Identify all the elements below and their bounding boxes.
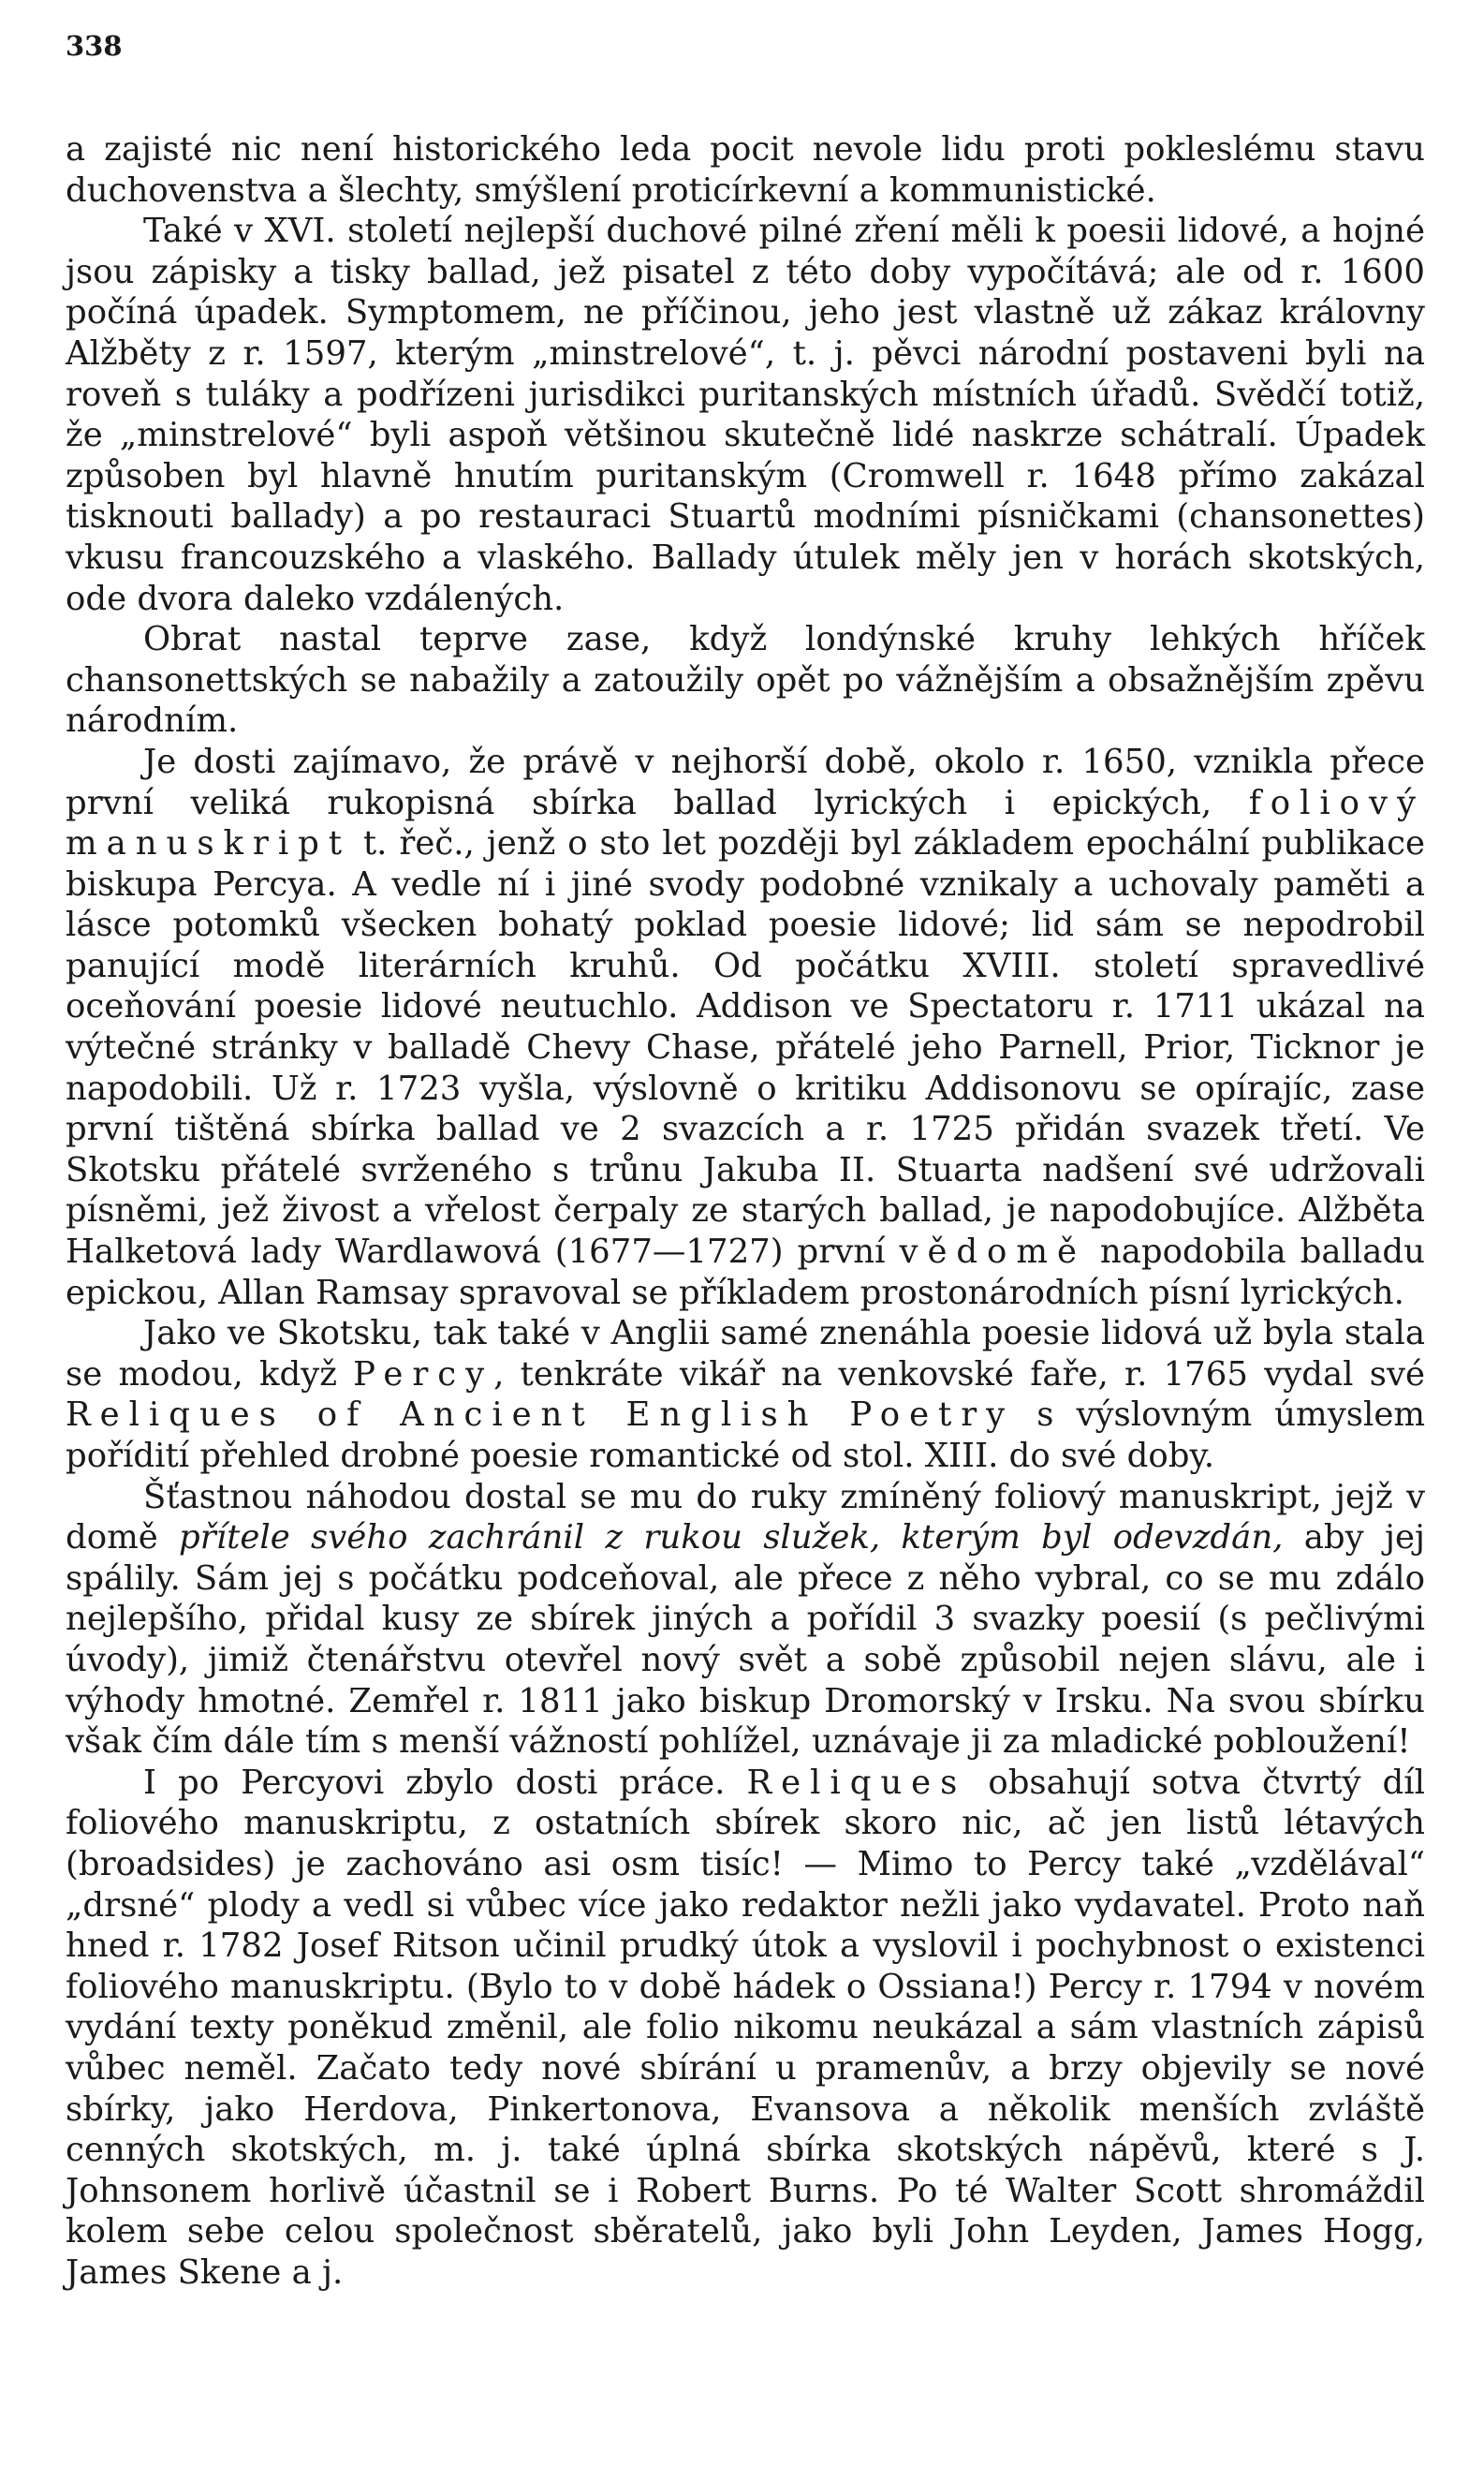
spaced-emphasis: Reliques of Ancient English Poetry [66, 1395, 1015, 1435]
text-run: , tenkráte vikář na venkovské faře, r. 1765 vydal své [493, 1354, 1426, 1394]
page-number: 338 [66, 30, 123, 62]
paragraph [66, 742, 1425, 1313]
text-run: obsahují sotva čtvrtý díl foliového manuskriptu, z ostatních sbírek skoro nic, ač jen listů létavých (broadsides) je zachováno asi osm tisíc! — Mimo to Percy také „vzdělával“ „drsné“ plody a vedl si vůbec více jako redaktor nežli jako vydavatel. Proto naň hned r. 1782 Josef Ritson učinil prudký útok a vyslovil i pochybnost o existenci foliového manuskriptu. (Bylo to v době hádek o Ossiana!) Percy r. 1794 v novém vydání texty poněkud změnil, ale folio nikomu neukázal a sám vlastních zápisů vůbec neměl. Začato tedy nové sbírání u pramenův, a brzy objevily se nové sbírky, jako Herdova, Pinkertonova, Evansova a několik menších zvláště cenných skotských, m. j. také úplná sbírka skotských nápěvů, které s J. Johnsonem horlivě účastnil se i Robert Burns. Po té Walter Scott shromáždil kolem sebe celou společnost sběratelů, jako byli John Leyden, James Hogg, James Skene a j. [66, 1763, 1425, 2292]
spaced-emphasis: Percy [353, 1354, 494, 1394]
text-run: s výslovným úmyslem pořídití přehled drobné poesie romantické od stol. XIII. do své doby. [66, 1395, 1425, 1475]
paragraph [66, 129, 1425, 211]
text-run: a zajisté nic není historického leda pocit nevole lidu proti pokleslému stavu duchovenstva a šlechty, smýšlení proticírkevní a kommunistické. [66, 130, 1425, 210]
paragraph [66, 1763, 1425, 2294]
paragraph [66, 1477, 1425, 1763]
spaced-emphasis: Reliques [746, 1763, 967, 1802]
body-text [66, 129, 1425, 2293]
paragraph [66, 619, 1425, 742]
text-run: napodobila balladu epickou, Allan Ramsay spravoval se příkladem prostonárodních písní lyrických. [66, 1232, 1425, 1312]
text-run: Šťastnou náhodou dostal se mu do ruky zmíněný foliový manuskript, jejž v domě [66, 1477, 1425, 1557]
text-run: Je dosti zajímavo, že právě v nejhorší době, okolo r. 1650, vznikla přece první veliká rukopisná sbírka ballad lyrických i epických, [66, 742, 1425, 822]
text-run: I po Percyovi zbylo dosti práce. [143, 1763, 747, 1802]
text-run: aby jej spálily. Sám jej s počátku podceňoval, ale přece z něho vybral, co se mu zdálo nejlepšího, přidal kusy ze sbírek jiných a pořídil 3 svazky poesií (s pečlivými úvody), jimiž čtenářstvu otevřel nový svět a sobě způsobil nejen slávu, ale i výhody hmotné. Zemřel r. 1811 jako biskup Dromorský v Irsku. Na svou sbírku však čím dále tím s menší vážností pohlížel, uznávaje ji za mladické pobloužení! [66, 1518, 1425, 1762]
text-run: t. řeč., jenž o sto let později byl základem epochální publikace biskupa Percya. A vedle ní i jiné svody podobné vznikaly a uchovaly paměti a lásce potomků všecken bohatý poklad poesie lidové; lid sám se nepodrobil panující modě literárních kruhů. Od počátku XVIII. století spravedlivé oceňování poesie lidové neutuchlo. Addison ve Spectatoru r. 1711 ukázal na výtečné stránky v balladě Chevy Chase, přátelé jeho Parnell, Prior, Ticknor je napodobili. Už r. 1723 vyšla, výslovně o kritiku Addisonovu se opírajíc, zase první tištěná sbírka ballad ve 2 svazcích a r. 1725 přidán svazek třetí. Ve Skotsku přátelé svrženého s trůnu Jakuba II. Stuarta nadšení své udržovali písněmi, jež živost a vřelost čerpaly ze starých ballad, je napodobujíce. Alžběta Halketová lady Wardlawová (1677—1727) první [66, 824, 1425, 1272]
italic-text: přítele svého zachránil z rukou služek, kterým byl odevzdán, [179, 1518, 1284, 1557]
spaced-emphasis: foliový manuskript [66, 783, 1425, 863]
text-run: Obrat nastal teprve zase, když londýnské kruhy lehkých hříček chansonettských se nabažily a zatoužily opět po vážnějším a obsažnějším zpěvu národním. [66, 620, 1425, 741]
paragraph [66, 1313, 1425, 1476]
text-run: Jako ve Skotsku, tak také v Anglii samé znenáhla poesie lidová už byla stala se modou, když [66, 1314, 1425, 1394]
paragraph [66, 211, 1425, 619]
spaced-emphasis: vědomě [899, 1232, 1086, 1272]
text-run: Také v XVI. století nejlepší duchové pilné zření měli k poesii lidové, a hojné jsou zápisky a tisky ballad, jež pisatel z této doby vypočítává; ale od r. 1600 počíná úpadek. Symptomem, ne příčinou, jeho jest vlastně už zákaz královny Alžběty z r. 1597, kterým „minstrelové“, t. j. pěvci národní postaveni byli na roveň s tuláky a podřízeni jurisdikci puritanských místních úřadů. Svědčí totiž, že „minstrelové“ byli aspoň většinou skutečně lidé naskrze schátralí. Úpadek způsoben byl hlavně hnutím puritanským (Cromwell r. 1648 přímo zakázal tisknouti ballady) a po restauraci Stuartů modními písničkami (chansonettes) vkusu francouzského a vlaského. Ballady útulek měly jen v horách skotských, ode dvora daleko vzdálených. [66, 212, 1425, 618]
